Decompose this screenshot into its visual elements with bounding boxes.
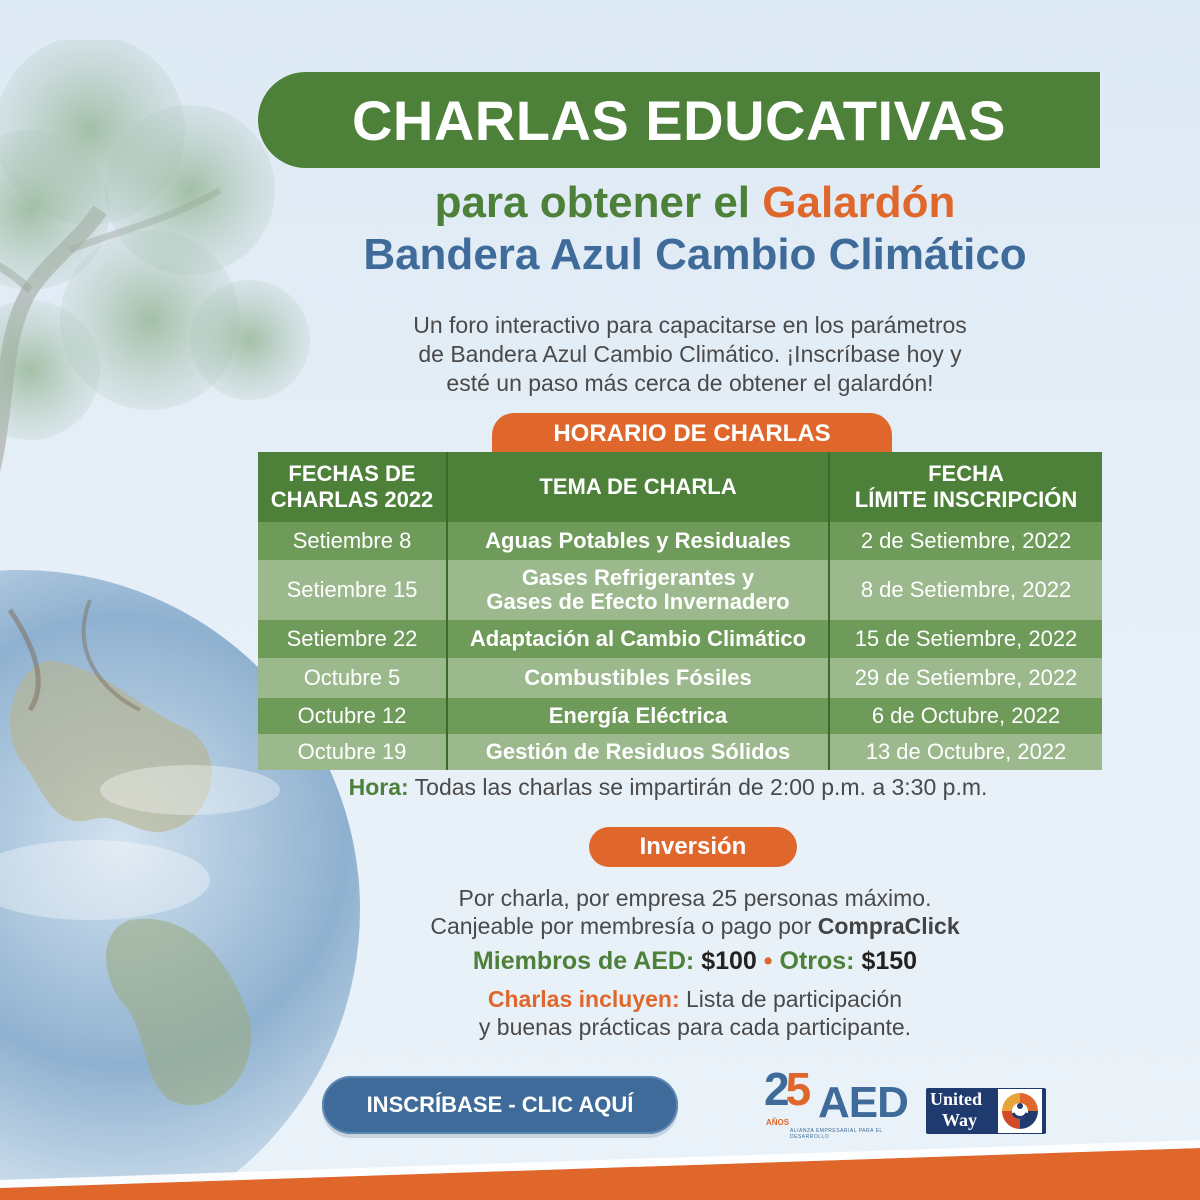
aed-number-2: 2 [764,1063,786,1115]
table-row [258,698,1102,734]
includes-text-2: y buenas prácticas para cada participante. [478,1014,912,1040]
includes-text [330,985,1060,1041]
row-topic: Combustibles Fósiles [448,658,830,698]
header-topic: TEMA DE CHARLA [448,452,830,522]
hour-label: Hora: [348,774,409,800]
united-way-hand-icon [998,1089,1042,1133]
row-deadline: 29 de Setiembre, 2022 [854,665,1078,690]
table-row [258,560,1102,620]
intro-line-1: Un foro interactivo para capacitarse en los parámetros [413,312,967,338]
investment-line-2 [330,912,1060,940]
aed-25-years-logo [764,1062,807,1116]
aed-anos-label: AÑOS [766,1118,790,1127]
row-date: Octubre 19 [258,734,448,770]
row-deadline: 15 de Setiembre, 2022 [854,626,1078,651]
row-deadline: 13 de Octubre, 2022 [865,739,1067,764]
bottom-stripe [0,1140,1200,1200]
row-topic: Adaptación al Cambio Climático [448,620,830,658]
table-row [258,620,1102,658]
header-deadline [830,452,1102,522]
investment-text [330,884,1060,940]
aed-number-5: 5 [785,1063,808,1115]
row-topic: Gestión de Residuos Sólidos [448,734,830,770]
row-deadline: 6 de Octubre, 2022 [871,703,1061,728]
intro-line-2: de Bandera Azul Cambio Climático. ¡Inscríbase hoy y [418,341,962,367]
row-date: Setiembre 15 [258,560,448,620]
investment-line-1: Por charla, por empresa 25 personas máximo. [458,885,932,911]
register-button[interactable]: INSCRÍBASE - CLIC AQUÍ [322,1076,678,1134]
row-topic: Aguas Potables y Residuales [448,522,830,560]
investment-line-2-prefix: Canjeable por membresía o pago por [430,913,812,939]
includes-text-1: Lista de participación [686,986,903,1012]
intro-text [340,311,1040,398]
price-separator: • [763,947,773,975]
subtitle-prefix: para obtener el [434,178,751,227]
united-way-text [930,1089,996,1131]
intro-line-3: esté un paso más cerca de obtener el galardón! [446,370,934,396]
members-price: $100 [701,947,757,975]
subtitle-accent: Galardón [762,178,956,227]
row-deadline: 2 de Setiembre, 2022 [860,528,1072,553]
schedule-table [258,452,1102,770]
row-topic-line-1: Gases Refrigerantes y [521,565,755,590]
subtitle-line-2: Bandera Azul Cambio Climático [363,230,1027,279]
prices [330,947,1060,976]
header-deadline-line-2: LÍMITE INSCRIPCIÓN [854,487,1078,512]
table-row [258,522,1102,560]
row-topic [448,560,830,620]
table-row [258,734,1102,770]
schedule-hour [258,774,1078,801]
row-date: Octubre 12 [258,698,448,734]
row-topic-line-2: Gases de Efecto Invernadero [486,589,790,614]
includes-label: Charlas incluyen: [487,986,680,1012]
row-topic: Energía Eléctrica [448,698,830,734]
hour-text: Todas las charlas se impartirán de 2:00 p.m. a 3:30 p.m. [414,774,988,800]
header-deadline-line-1: FECHA [928,461,1004,486]
united-way-line-1: United [930,1089,983,1109]
aed-logo-name: AED [818,1078,908,1127]
row-date: Setiembre 22 [258,620,448,658]
aed-tagline: ALIANZA EMPRESARIAL PARA EL DESARROLLO [790,1128,883,1140]
header-dates-line-2: CHARLAS 2022 [270,487,434,512]
subtitle-line-1 [300,176,1090,230]
investment-label: Inversión [589,827,797,867]
compraclick-text: CompraClick [817,913,960,939]
row-deadline: 8 de Setiembre, 2022 [860,577,1072,602]
header-dates [258,452,448,522]
others-label: Otros: [779,947,855,975]
row-date: Setiembre 8 [258,522,448,560]
table-row [258,658,1102,698]
others-price: $150 [861,947,918,975]
row-date: Octubre 5 [258,658,448,698]
united-way-line-2: Way [942,1110,978,1130]
page-title: CHARLAS EDUCATIVAS [351,88,1007,152]
header-dates-line-1: FECHAS DE [288,461,416,486]
members-label: Miembros de AED: [472,947,695,975]
table-header-row [258,452,1102,522]
schedule-label: HORARIO DE CHARLAS [492,413,892,455]
